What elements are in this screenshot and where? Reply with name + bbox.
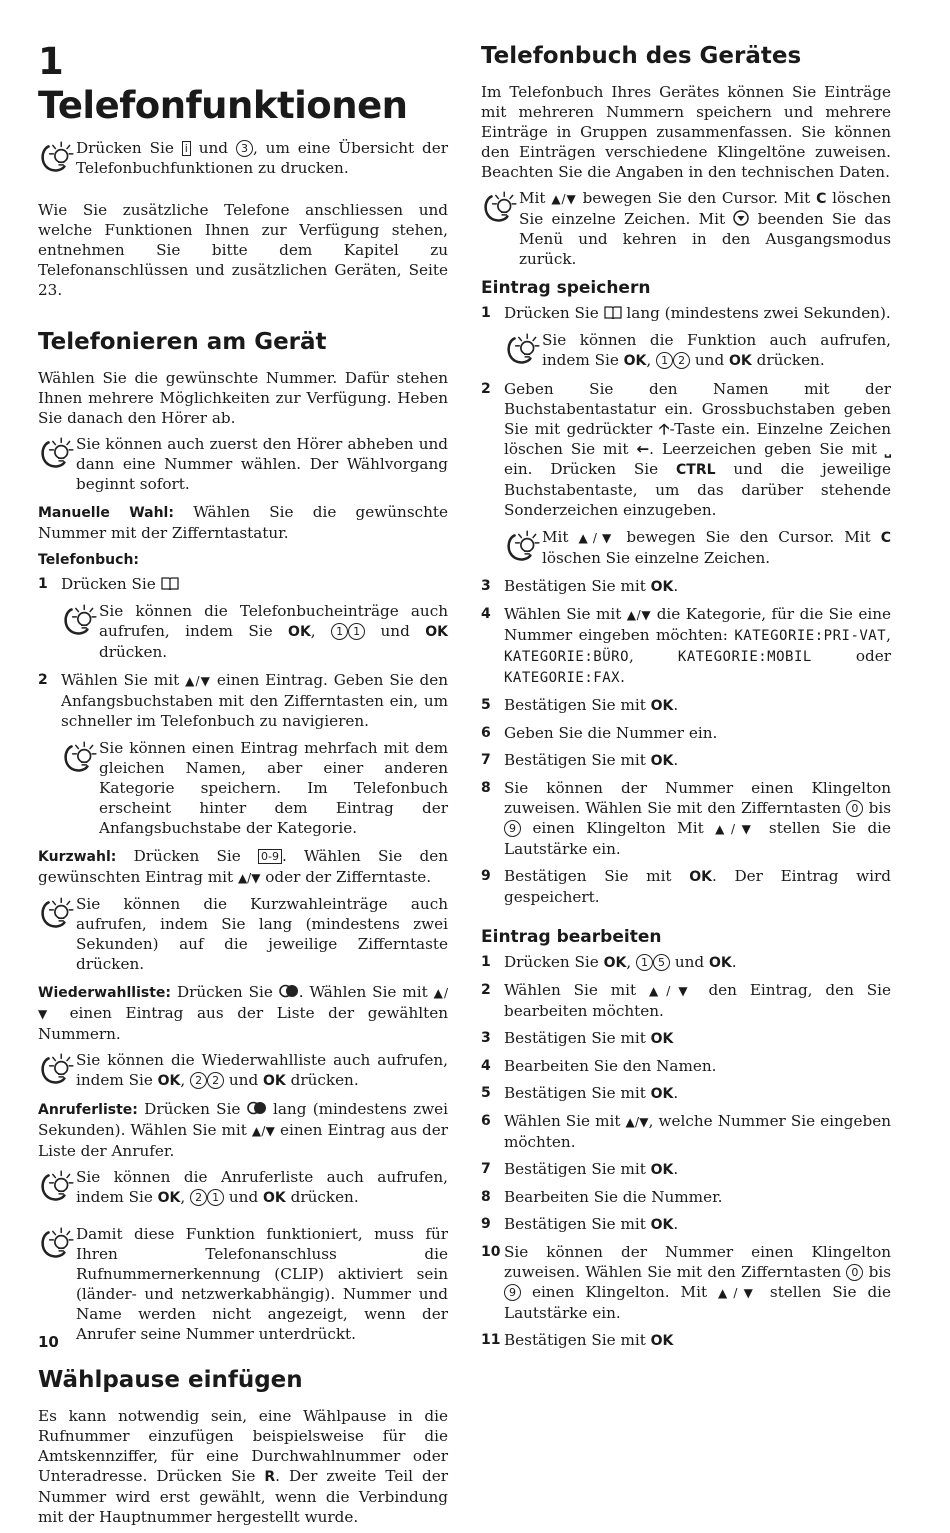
manual-dial-paragraph (38, 502, 448, 543)
step-number: 6 (481, 725, 491, 741)
intro-tip (38, 138, 448, 178)
tip-text: bewegen Sie den Cursor. Mit (616, 528, 881, 546)
section-heading-telefonieren: Telefonieren am Gerät (38, 329, 327, 355)
redial-label: Wiederwahlliste: (38, 985, 172, 1001)
step-number: 6 (481, 1113, 491, 1129)
step-text: , (629, 647, 678, 665)
step-text: bis (863, 1263, 891, 1281)
tip-text: und (365, 622, 426, 640)
tip-text: Sie können einen Eintrag mehrfach mit dem gleichen Namen, aber einer anderen Kategorie speichern. Im Telefonbuch erscheint hinter dem Eintrag der Anfangsbuchstabe der Kategorie. (99, 739, 448, 837)
digit-key: 1 (348, 623, 365, 640)
up-down-arrow-icon: ▲/▼ (718, 1286, 759, 1300)
step-text: Wählen Sie mit (504, 1112, 626, 1130)
step (481, 576, 891, 597)
digit-key: 2 (673, 352, 690, 369)
paragraph-text: . Wählen Sie den gewünschten Eintrag mit (38, 847, 448, 886)
lcd-text: KATEGORIE:MOBIL (677, 649, 812, 665)
ok-key: OK (729, 353, 752, 369)
speed-dial-paragraph (38, 846, 448, 888)
ok-key: OK (263, 1073, 286, 1089)
ok-key: OK (263, 1190, 286, 1206)
page-number: 10 (38, 1333, 59, 1351)
ok-key: OK (603, 955, 627, 971)
step (481, 750, 891, 771)
step (481, 1187, 891, 1207)
stop-key-icon (733, 210, 749, 226)
up-down-arrow-icon: ▲/▼ (626, 608, 652, 622)
up-down-arrow-icon: ▲/▼ (551, 192, 577, 206)
paragraph-text: . Wählen Sie mit (298, 983, 434, 1001)
step (481, 1056, 891, 1076)
step-text: bis (863, 799, 891, 817)
up-down-arrow-icon: ▲/▼ (715, 822, 758, 836)
lightbulb-tip-icon (504, 332, 542, 366)
digit-key: 9 (504, 1284, 521, 1301)
step-text: , welche Nummer Sie eingeben möchten. (504, 1112, 891, 1151)
step-text: . (731, 953, 737, 971)
tip-text: löschen Sie einzelne Zeichen. (542, 549, 771, 567)
step-text: Bestätigen Sie mit (504, 1215, 651, 1233)
step-text: Bestätigen Sie mit (504, 1084, 651, 1102)
step-number: 2 (481, 982, 491, 998)
tip (38, 1050, 448, 1091)
up-down-arrow-icon: ▲/▼ (648, 984, 696, 998)
step-text: Sie können der Nummer einen Klingelton zuweisen. Wählen Sie mit den Zifferntasten (504, 779, 891, 817)
paragraph-text: Drücken Sie (116, 847, 259, 865)
callers-paragraph (38, 1099, 448, 1161)
paragraph-text: einen Eintrag aus der Liste der gewählten Nummern. (38, 1004, 448, 1043)
tip-text: Drücken Sie (76, 139, 182, 157)
ok-key: OK (650, 698, 674, 714)
tip (61, 601, 448, 662)
step (481, 695, 891, 716)
ok-key: OK (650, 1333, 674, 1349)
lightbulb-tip-icon (481, 190, 519, 224)
right-column (481, 42, 891, 1358)
step-text: . (673, 1084, 679, 1102)
c-key: C (816, 191, 827, 207)
step-text: Sie können der Nummer einen Klingelton zuweisen. Wählen Sie mit den Zifferntasten (504, 1243, 891, 1281)
ok-key: OK (157, 1073, 181, 1089)
chapter-number: 1 (38, 40, 64, 83)
section-paragraph: Im Telefonbuch Ihres Gerätes können Sie Einträge mit mehreren Nummern speichern und mehrere Einträge in Gruppen zusammenfassen. Sie können den Einträgen verschiedene Klingeltöne zuweisen. Beachten Sie die Angaben in den technischen Daten. (481, 83, 891, 181)
ok-key: OK (157, 1190, 181, 1206)
clip-tip (38, 1224, 448, 1344)
tip-text: Mit (542, 528, 579, 546)
step-number: 2 (38, 672, 48, 688)
lightbulb-tip-icon (61, 603, 99, 637)
digit-key: 1 (207, 1189, 224, 1206)
lcd-text: KATEGORIE:FAX (504, 670, 621, 686)
step-text: Wählen Sie mit (504, 981, 649, 999)
lightbulb-tip-icon (61, 740, 99, 774)
step (481, 723, 891, 743)
step-text: Bestätigen Sie mit (504, 1331, 651, 1349)
up-down-arrow-icon: ▲/▼ (185, 674, 211, 688)
ok-key: OK (650, 579, 674, 595)
tip-text: Sie können die Anruferliste auch aufrufen, indem Sie (76, 1168, 448, 1206)
speed-dial-label: Kurzwahl: (38, 849, 117, 865)
lightbulb-tip-icon (504, 529, 542, 563)
step-text: Bestätigen Sie mit (504, 1160, 651, 1178)
step (38, 574, 448, 594)
tip-text: und (690, 351, 730, 369)
step-text: den Eintrag, den Sie bearbeiten möchten. (504, 981, 891, 1020)
step (481, 303, 891, 323)
tip-text: , (310, 622, 332, 640)
tip-text: Sie können die Telefonbucheinträge auch aufrufen, indem Sie (99, 602, 448, 640)
step-text: einen Klingelton. Mit (521, 1283, 719, 1301)
step-text: . (673, 751, 679, 769)
section-paragraph (38, 1406, 448, 1527)
step-text: Bestätigen Sie mit (504, 867, 690, 885)
phonebook-icon (161, 576, 179, 590)
tip-text: löschen Sie einzelne Zeichen. Mit (519, 189, 892, 228)
step-text: ein. Drücken Sie (504, 460, 677, 478)
step-number: 4 (481, 606, 491, 622)
phonebook-icon (604, 305, 622, 319)
speed-dial-key: 0-9 (258, 849, 282, 864)
ok-key: OK (650, 1217, 674, 1233)
step (481, 379, 891, 520)
tip-text: , um eine Übersicht der Telefonbuchfunktionen zu drucken. (76, 139, 448, 177)
step-number: 10 (481, 1244, 501, 1260)
step-text: Bearbeiten Sie die Nummer. (504, 1188, 723, 1206)
tip-text: und (190, 139, 236, 157)
step-number: 8 (481, 1189, 491, 1205)
tip-text: Sie können die Kurzwahleinträge auch aufrufen, indem Sie lang (mindestens zwei Sekunden) auf die jeweilige Zifferntaste drücken. (76, 895, 448, 973)
up-down-arrow-icon: ▲/▼ (625, 1115, 649, 1129)
step-number: 11 (481, 1332, 501, 1348)
step-text: einen Klingelton Mit (521, 819, 716, 837)
step-text: lang (mindestens zwei Sekunden). (621, 304, 891, 322)
step-text: oder (811, 647, 891, 665)
digit-key: 1 (636, 954, 653, 971)
step (481, 980, 891, 1021)
step-text: Bestätigen Sie mit (504, 696, 651, 714)
step (481, 1330, 891, 1351)
paragraph-text: einen Eintrag aus der Liste der Anrufer. (38, 1121, 448, 1160)
tip-text: , (646, 351, 657, 369)
ok-key: OK (650, 1162, 674, 1178)
section-heading-telefonbuch: Telefonbuch des Gerätes (481, 43, 802, 69)
redial-key-icon (247, 1101, 267, 1115)
ok-key: OK (689, 869, 712, 885)
step-text: -Taste ein. Einzelne Zeichen löschen Sie mit (504, 420, 891, 458)
subheading-eintrag-bearbeiten: Eintrag bearbeiten (481, 927, 662, 947)
left-column (38, 40, 448, 1533)
tip (38, 894, 448, 974)
ok-key: OK (650, 1031, 674, 1047)
step-text: , (886, 626, 891, 644)
paragraph-text: Drücken Sie (137, 1100, 247, 1118)
ok-key: OK (708, 955, 732, 971)
step (481, 1214, 891, 1235)
step (481, 1111, 891, 1152)
tip-text: Sie können die Funktion auch aufrufen, indem Sie (542, 331, 891, 369)
step (481, 778, 891, 859)
ctrl-key: CTRL (676, 462, 716, 478)
step (481, 1242, 891, 1323)
tip-text: drücken. (99, 643, 168, 661)
step-text: einen Eintrag. Geben Sie den Anfangsbuchstaben mit den Zifferntasten ein, um schneller im Telefonbuch zu navigieren. (61, 671, 448, 730)
lightbulb-tip-icon (38, 436, 76, 470)
ok-key: OK (425, 624, 448, 640)
step-text: und die jeweilige Buchstabentaste, um das darüber stehende Sonderzeichen einzugeben. (504, 460, 891, 519)
step-text: . (620, 668, 625, 686)
manual-dial-label: Manuelle Wahl: (38, 505, 174, 521)
ok-key: OK (288, 624, 311, 640)
step (481, 952, 891, 973)
tip-text: , (180, 1188, 191, 1206)
up-down-arrow-icon: ▲/▼ (251, 1124, 275, 1138)
step-number: 5 (481, 1085, 491, 1101)
intro-paragraph: Wie Sie zusätzliche Telefone anschliessen und welche Funktionen Ihnen zur Verfügung stehen, entnehmen Sie bitte dem Kapitel zu Telefonanschlüssen und zusätzlichen Geräten, Seite 23. (38, 201, 448, 299)
phonebook-label: Telefonbuch: (38, 552, 140, 568)
digit-key: 5 (653, 954, 670, 971)
tip-text: beenden Sie das Menü und kehren in den Ausgangsmodus zurück. (519, 210, 891, 268)
step (481, 866, 891, 907)
lightbulb-tip-icon (38, 1052, 76, 1086)
lightbulb-tip-icon (38, 896, 76, 930)
digit-key: 2 (190, 1189, 207, 1206)
chapter-heading (38, 40, 448, 128)
tip-text: drücken. (285, 1071, 359, 1089)
step-text: die Kategorie, für die Sie eine Nummer eingeben möchten: (504, 605, 891, 644)
tip-text: , (180, 1071, 191, 1089)
callers-label: Anruferliste: (38, 1102, 138, 1118)
digit-key: 0 (846, 800, 863, 817)
step-number: 1 (481, 954, 491, 970)
step-text: stellen Sie die Lautstärke ein. (504, 819, 892, 858)
digit-key: 1 (331, 623, 348, 640)
step-text: Drücken Sie (504, 953, 604, 971)
step-number: 2 (481, 381, 491, 397)
step-text: . Der Eintrag wird gespeichert. (504, 867, 891, 906)
step-text: Drücken Sie (504, 304, 604, 322)
step-number: 1 (38, 576, 48, 592)
step-text: Geben Sie die Nummer ein. (504, 724, 718, 742)
step-text: Bestätigen Sie mit (504, 751, 651, 769)
step-text: . (673, 1160, 679, 1178)
tip-text: bewegen Sie den Cursor. Mit (576, 189, 817, 207)
tip-text: Damit diese Funktion funktioniert, muss für Ihren Telefonanschluss die Rufnummernerkennung (CLIP) aktiviert sein (länder- und netzwerkabhängig). Nummer und Name werden nicht angezeigt, wenn der Anrufer seine Nummer unterdrückt. (76, 1225, 448, 1343)
tip-text: drücken. (285, 1188, 359, 1206)
lightbulb-tip-icon (38, 1169, 76, 1203)
digit-key: 2 (207, 1072, 224, 1089)
step-number: 7 (481, 752, 491, 768)
paragraph-text: Es kann notwendig sein, eine Wählpause in die Rufnummer einzufügen beispielsweise für die Amtskennziffer, für eine Durchwahlnummer oder Unteradresse. Drücken Sie (38, 1407, 448, 1485)
tip (61, 738, 448, 838)
paragraph-text: oder der Zifferntaste. (260, 868, 432, 886)
tip-text: Mit (519, 189, 552, 207)
tip (504, 527, 891, 568)
paragraph-text: Wählen Sie die gewünschte Nummer mit der Zifferntastatur. (38, 503, 449, 542)
tip-text: Sie können auch zuerst den Hörer abheben und dann eine Nummer wählen. Der Wählvorgang beginnt sofort. (76, 435, 448, 493)
backspace-key-icon: ← (636, 440, 650, 458)
step-number: 9 (481, 1216, 491, 1232)
redial-key-icon (279, 984, 299, 998)
step-text: , (626, 953, 637, 971)
shift-key-icon: 🡡 (658, 420, 670, 438)
tip-text: drücken. (751, 351, 825, 369)
step-text: Wählen Sie mit (504, 605, 627, 623)
section-heading-waehlpause: Wählpause einfügen (38, 1367, 303, 1393)
step-number: 3 (481, 1030, 491, 1046)
step-number: 9 (481, 868, 491, 884)
ok-key: OK (650, 1086, 674, 1102)
step (481, 1159, 891, 1180)
tip-text: und (224, 1071, 264, 1089)
step-number: 8 (481, 780, 491, 796)
step-number: 7 (481, 1161, 491, 1177)
digit-key: 2 (190, 1072, 207, 1089)
tip (38, 1167, 448, 1208)
step (481, 1083, 891, 1104)
step-text: . (673, 577, 679, 595)
digit-key: 3 (236, 140, 253, 157)
r-key: R (264, 1469, 276, 1485)
step-text: Geben Sie den Namen mit der Buchstabentastatur ein. Grossbuchstaben geben Sie mit gedrückter (504, 380, 891, 438)
step-text: Bearbeiten Sie den Namen. (504, 1057, 717, 1075)
step-text: Wählen Sie mit (61, 671, 186, 689)
step (481, 1028, 891, 1049)
paragraph-text: Drücken Sie (171, 983, 279, 1001)
tip (481, 188, 891, 269)
lightbulb-tip-icon (38, 1226, 76, 1260)
step-number: 1 (481, 305, 491, 321)
digit-key: 9 (504, 820, 521, 837)
info-key: i (182, 141, 191, 156)
tip-text: Sie können die Wiederwahlliste auch aufrufen, indem Sie (76, 1051, 448, 1089)
step (38, 670, 448, 731)
ok-key: OK (623, 353, 647, 369)
c-key: C (880, 530, 891, 546)
up-down-arrow-icon: ▲/▼ (38, 986, 448, 1021)
ok-key: OK (650, 753, 674, 769)
step-text: . Leerzeichen geben Sie mit (649, 440, 885, 458)
step-text: Drücken Sie (61, 575, 161, 593)
paragraph-text: . Der zweite Teil der Nummer wird erst gewählt, wenn die Verbindung mit der Hauptnummer hergestellt wurde. (38, 1467, 449, 1526)
up-down-arrow-icon: ▲/▼ (237, 871, 261, 885)
lcd-text: KATEGORIE:PRI-VAT (734, 628, 887, 644)
lightbulb-tip-icon (38, 140, 76, 174)
paragraph-text: lang (mindestens zwei Sekunden). Wählen Sie mit (38, 1100, 448, 1139)
redial-paragraph (38, 982, 448, 1044)
step (481, 604, 891, 688)
space-key-icon: ⎵ (884, 440, 891, 458)
step-text: . (673, 1215, 679, 1233)
subheading-eintrag-speichern: Eintrag speichern (481, 278, 651, 298)
step-text: Bestätigen Sie mit (504, 1029, 651, 1047)
step-number: 4 (481, 1058, 491, 1074)
up-down-arrow-icon: ▲/▼ (578, 531, 617, 545)
section-paragraph: Wählen Sie die gewünschte Nummer. Dafür stehen Ihnen mehrere Möglichkeiten zur Verfügung. Heben Sie danach den Hörer ab. (38, 369, 448, 427)
step-text: stellen Sie die Lautstärke ein. (504, 1283, 892, 1322)
chapter-title: Telefonfunktionen (38, 84, 408, 127)
step-text: . (673, 696, 679, 714)
digit-key: 1 (656, 352, 673, 369)
tip (504, 330, 891, 371)
step-text: und (670, 953, 709, 971)
tip (38, 434, 448, 494)
step-number: 5 (481, 697, 491, 713)
step-text: Bestätigen Sie mit (504, 577, 651, 595)
digit-key: 0 (846, 1264, 863, 1281)
step-number: 3 (481, 578, 491, 594)
lcd-text: KATEGORIE:BÜRO (504, 649, 630, 665)
tip-text: und (224, 1188, 264, 1206)
